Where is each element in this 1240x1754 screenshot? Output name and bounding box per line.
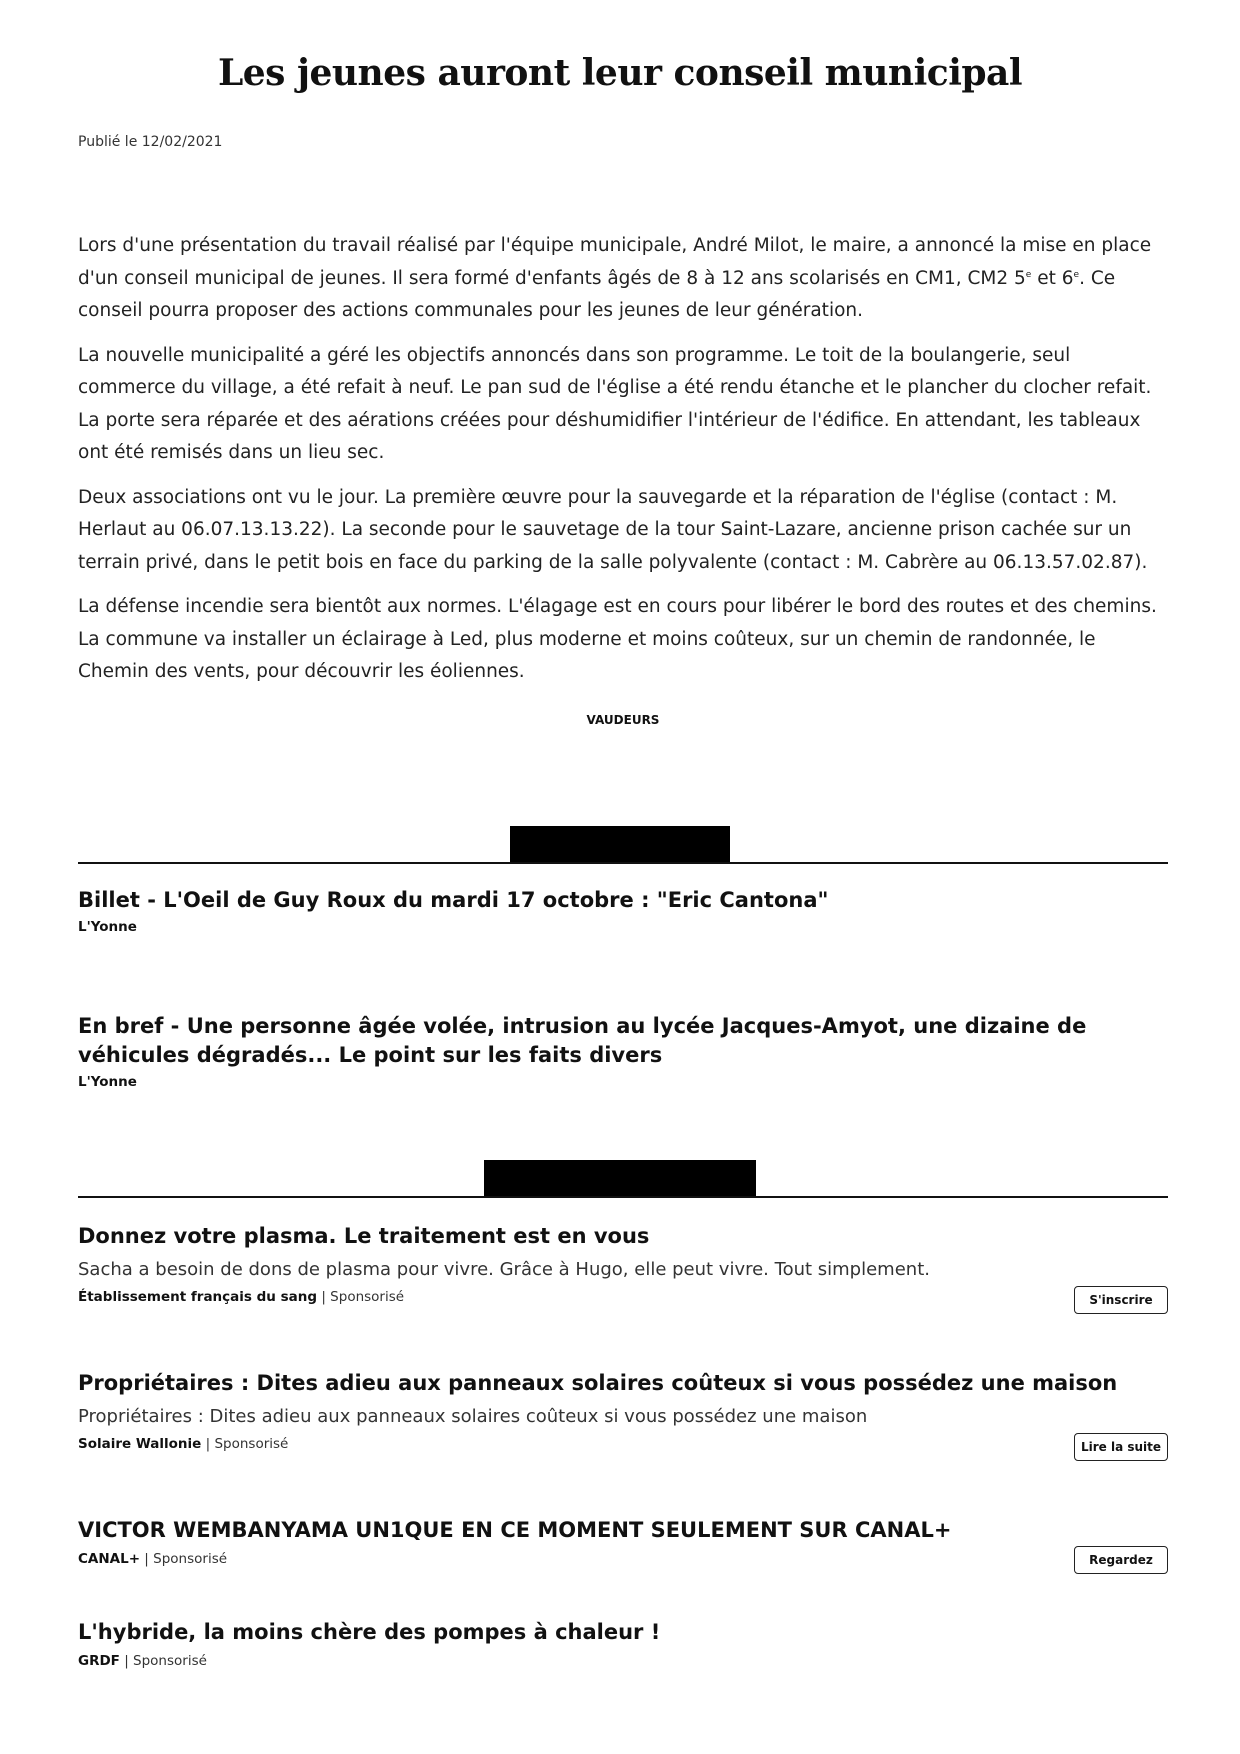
ad-meta xyxy=(78,1436,1168,1452)
news-title[interactable]: Billet - L'Oeil de Guy Roux du mardi 17 octobre : "Eric Cantona" xyxy=(78,888,829,912)
news-item[interactable] xyxy=(78,1012,1168,1090)
ad-meta xyxy=(78,1551,1168,1567)
news-title[interactable]: En bref - Une personne âgée volée, intrusion au lycée Jacques-Amyot, une dizaine de véhicules dégradés... Le point sur les faits divers xyxy=(78,1014,1087,1067)
superscript: e xyxy=(1025,269,1032,280)
article-paragraph: Deux associations ont vu le jour. La première œuvre pour la sauvegarde et la réparation de l'église (contact : M. Herlaut au 06.07.13.13.22). La seconde pour le sauvetage de la tour Saint-Lazare, ancienne prison cachée sur un terrain privé, dans le petit bois en face du parking de la salle polyvalente (contact : M. Cabrère au 06.13.57.02.87). xyxy=(78,486,1148,573)
subscribe-button[interactable]: S'inscrire xyxy=(1074,1286,1168,1314)
ad-meta xyxy=(78,1289,1168,1305)
ad-brand: CANAL+ xyxy=(78,1551,141,1567)
sponsored-label: | Sponsorisé xyxy=(119,1653,207,1669)
superscript: e xyxy=(1073,269,1080,280)
sponsored-label: | Sponsorisé xyxy=(317,1289,405,1305)
news-source: L'Yonne xyxy=(78,1074,137,1090)
paragraph-text: . Ce conseil pourra proposer des actions communales pour les jeunes de leur génération. xyxy=(78,267,1116,321)
ad-title[interactable]: L'hybride, la moins chère des pompes à chaleur ! xyxy=(78,1620,661,1644)
article-title: Les jeunes auront leur conseil municipal xyxy=(217,52,1023,94)
ad-description: Propriétaires : Dites adieu aux panneaux solaires coûteux si vous possédez une maison xyxy=(78,1406,868,1427)
ad-title[interactable]: VICTOR WEMBANYAMA UN1QUE EN CE MOMENT SEULEMENT SUR CANAL+ xyxy=(78,1518,952,1542)
article-paragraph: La défense incendie sera bientôt aux normes. L'élagage est en cours pour libérer le bord des routes et des chemins. La commune va installer un éclairage à Led, plus moderne et moins coûteux, sur un chemin de randonnée, le Chemin des vents, pour découvrir les éoliennes. xyxy=(78,596,1157,682)
sponsored-item[interactable] xyxy=(78,1222,1168,1305)
ad-brand: Établissement français du sang xyxy=(78,1289,318,1305)
publish-date: Publié le 12/02/2021 xyxy=(78,134,223,150)
redacted-section-header xyxy=(510,826,730,864)
section-divider xyxy=(78,826,1168,864)
paragraph-text: Lors d'une présentation du travail réalisé par l'équipe municipale, André Milot, le maire, a annoncé la mise en place d'un conseil municipal de jeunes. Il sera formé d'enfants âgés de 8 à 12 ans scolarisés en CM1, CM2 5 xyxy=(78,235,1152,289)
ad-meta xyxy=(78,1653,1168,1669)
article-paragraph: La nouvelle municipalité a géré les objectifs annoncés dans son programme. Le toit de la boulangerie, seul commerce du village, a été refait à neuf. Le pan sud de l'église a été rendu étanche et le plancher du clocher refait. La porte sera réparée et des aérations créées pour déshumidifier l'intérieur de l'édifice. En attendant, les tableaux ont été remisés dans un lieu sec. xyxy=(78,344,1152,463)
paragraph-text: et 6 xyxy=(1031,267,1074,289)
news-item[interactable] xyxy=(78,886,1168,935)
article-signature: VAUDEURS xyxy=(586,712,660,727)
ad-brand: Solaire Wallonie xyxy=(78,1436,202,1452)
sponsored-item[interactable] xyxy=(78,1516,1168,1567)
divider-line xyxy=(78,1196,1168,1198)
divider-line xyxy=(78,862,1168,864)
ad-brand: GRDF xyxy=(78,1653,120,1669)
news-source: L'Yonne xyxy=(78,919,137,935)
sponsored-label: | Sponsorisé xyxy=(140,1551,228,1567)
watch-button[interactable]: Regardez xyxy=(1074,1546,1168,1574)
ad-title[interactable]: Donnez votre plasma. Le traitement est en vous xyxy=(78,1224,650,1248)
article-body xyxy=(78,230,1168,727)
section-divider xyxy=(78,1160,1168,1198)
sponsored-item[interactable] xyxy=(78,1369,1168,1452)
read-more-button[interactable]: Lire la suite xyxy=(1074,1433,1168,1461)
redacted-section-header xyxy=(484,1160,756,1198)
ad-description: Sacha a besoin de dons de plasma pour vivre. Grâce à Hugo, elle peut vivre. Tout simplement. xyxy=(78,1259,930,1280)
article-paragraph xyxy=(78,230,1168,328)
sponsored-item[interactable] xyxy=(78,1618,1168,1669)
ad-title[interactable]: Propriétaires : Dites adieu aux panneaux solaires coûteux si vous possédez une maison xyxy=(78,1371,1118,1395)
sponsored-label: | Sponsorisé xyxy=(201,1436,289,1452)
